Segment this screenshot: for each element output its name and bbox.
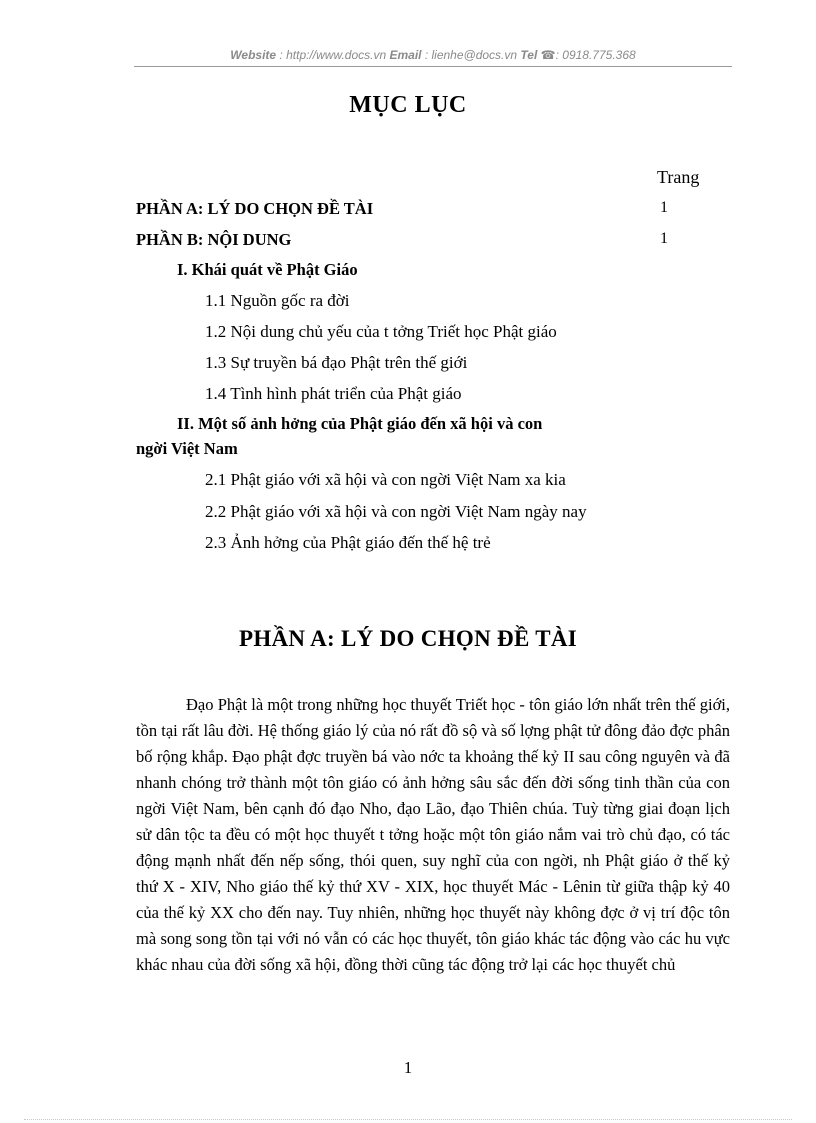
tel-label: Tel [520,48,538,62]
tel-value: : 0918.775.368 [555,48,636,62]
section-a-heading: PHẦN A: LÝ DO CHỌN ĐỀ TÀI [238,626,578,651]
toc-entry-chapter-1: I. Khái quát về Phật Giáo [177,260,358,279]
toc-entry-chapter-2: II. Một số ảnh hởng của Phật giáo đến xã hội và con [177,414,543,433]
toc-entry-2-1: 2.1 Phật giáo với xã hội và con ngời Việt Nam xa kia [205,470,566,489]
header-divider [134,66,732,67]
phone-icon: ☎ [540,48,556,62]
section-a-paragraph: Đạo Phật là một trong những học thuyết Triết học - tôn giáo lớn nhất trên thế giới, tồn tại rất lâu đời. Hệ thống giáo lý của nó rất đồ sộ và số lợng phật tử đông đảo đợc phân bố rộng khắp. Đạo phật đợc truyền bá vào nớc ta khoảng thế kỷ II sau công nguyên và đã nhanh chóng trở thành một tôn giáo có ảnh hởng sâu sắc đến đời sống tinh thần của con ngời Việt Nam, bên cạnh đó đạo Nho, đạo Lão, đạo Thiên chúa. Tuỳ từng giai đoạn lịch sử dân tộc ta đều có một học thuyết t tởng hoặc một tôn giáo nắm vai trò chủ đạo, có tác động mạnh nhất đến nếp sống, thói quen, suy nghĩ của con ngời, nh Phật giáo ở thế kỷ thứ X - XIV, Nho giáo thế kỷ thứ XV - XIX, học thuyết Mác - Lênin từ giữa thập kỷ 40 của thế kỷ XX cho đến nay. Tuy nhiên, những học thuyết này không đợc ở vị trí độc tôn mà song song tồn tại với nó vẫn có các học thuyết, tôn giáo khác tác động vào các hu vực khác nhau của đời sống xã hội, đồng thời cũng tác động trở lại các học thuyết chủ [136,695,730,974]
toc-entry-part-a: PHẦN A: LÝ DO CHỌN ĐỀ TÀI [136,199,374,218]
document-header [134,48,732,62]
toc-entry-1-3: 1.3 Sự truyền bá đạo Phật trên thế giới [205,353,468,372]
email-value: : lienhe@docs.vn [421,48,521,62]
page-number: 1 [403,1058,413,1077]
toc-entry-part-b: PHẦN B: NỘI DUNG [136,230,292,249]
toc-entry-2-2: 2.2 Phật giáo với xã hội và con ngời Việt Nam ngày nay [205,502,587,521]
website-label: Website [230,48,277,62]
toc-page-part-a: 1 [660,199,668,216]
toc-page-part-b: 1 [660,230,668,247]
website-value: : http://www.docs.vn [276,48,390,62]
page-bottom-border [24,1119,792,1120]
toc-entry-1-2: 1.2 Nội dung chủ yếu của t tởng Triết học Phật giáo [205,322,557,341]
toc-entry-chapter-2-cont: ngời Việt Nam [136,439,238,458]
toc-entry-1-4: 1.4 Tình hình phát triển của Phật giáo [205,384,462,403]
toc-title: MỤC LỤC [349,92,467,118]
email-label: Email [389,48,422,62]
toc-entry-2-3: 2.3 Ảnh hởng của Phật giáo đến thế hệ trẻ [205,533,491,552]
toc-page-column-label: Trang [657,167,700,187]
toc-entry-1-1: 1.1 Nguồn gốc ra đời [205,291,350,310]
